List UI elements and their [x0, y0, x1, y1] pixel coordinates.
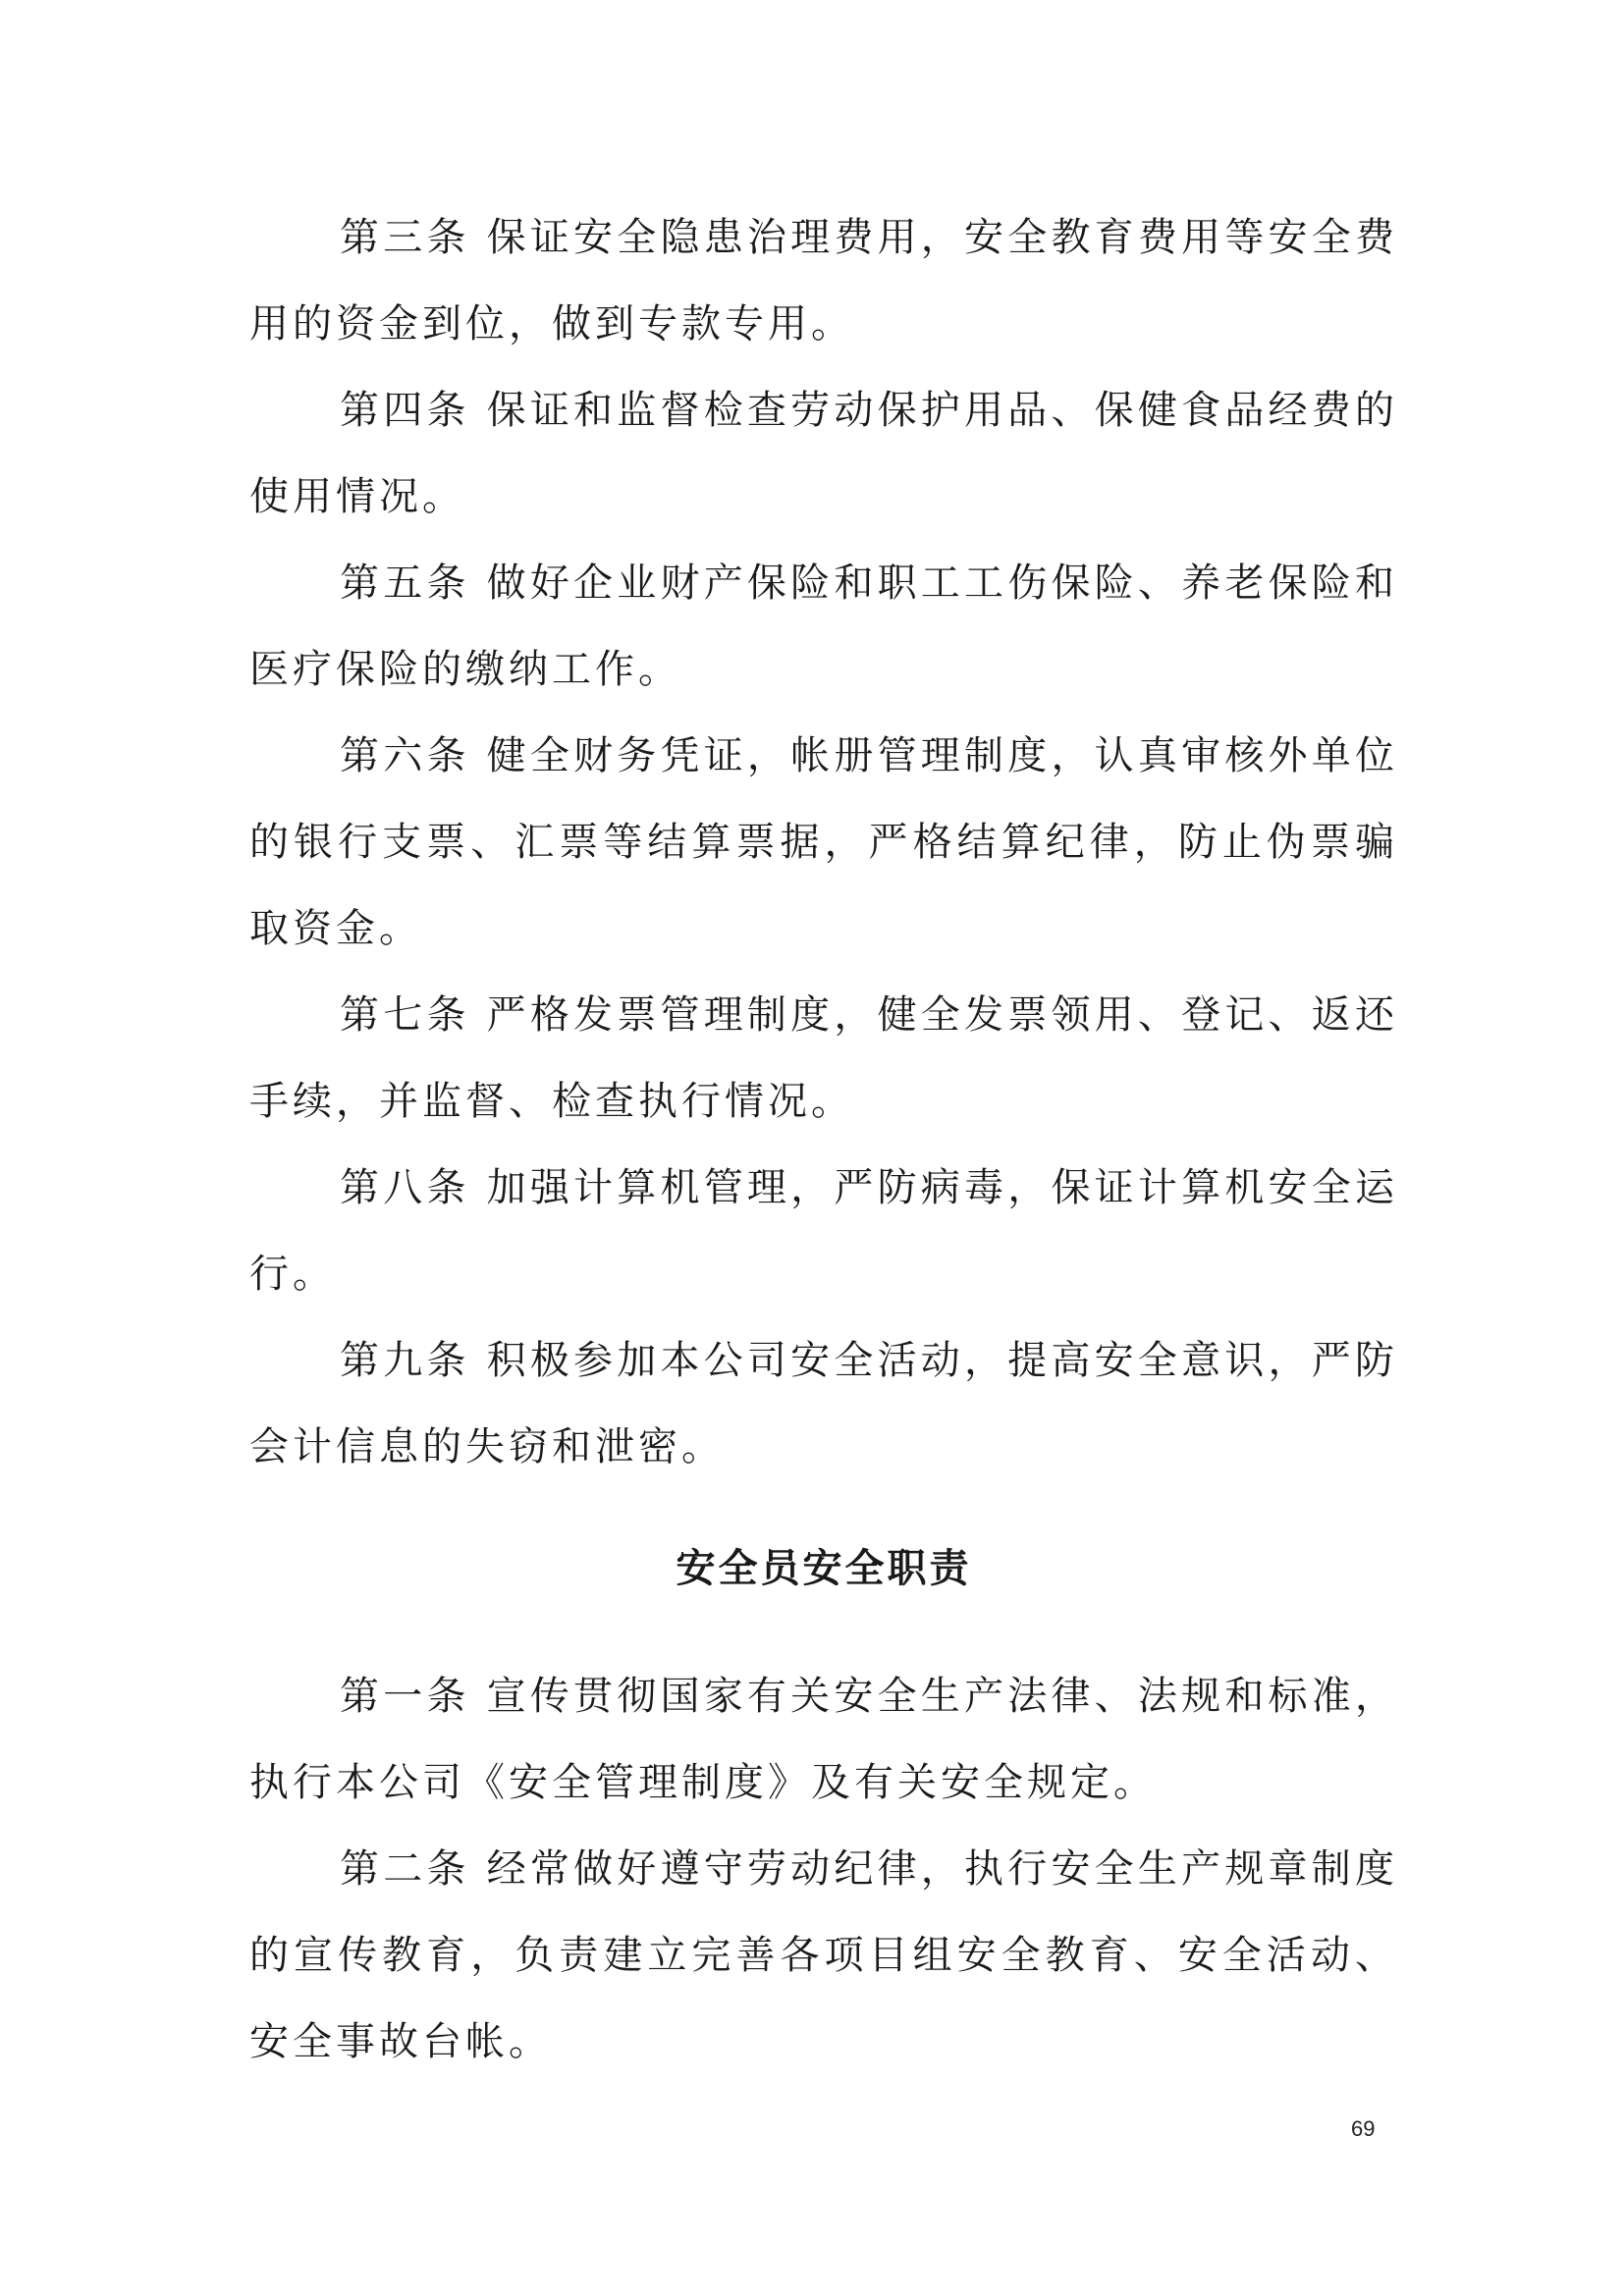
article-6: 第六条 健全财务凭证，帐册管理制度，认真审核外单位的银行支票、汇票等结算票据，严格结算纪律，防止伪票骗取资金。 [249, 733, 1398, 951]
article-3: 第三条 保证安全隐患治理费用，安全教育费用等安全费用的资金到位，做到专款专用。 [249, 215, 1398, 347]
article-7: 第七条 严格发票管理制度，健全发票领用、登记、返还手续，并监督、检查执行情况。 [249, 992, 1398, 1124]
article-8: 第八条 加强计算机管理，严防病毒，保证计算机安全运行。 [249, 1165, 1398, 1297]
section-b-header [249, 1539, 1398, 1598]
section-b-body [249, 1653, 1398, 2085]
article-4: 第四条 保证和监督检查劳动保护用品、保健食品经费的使用情况。 [249, 388, 1398, 519]
article-9: 第九条 积极参加本公司安全活动，提高安全意识，严防会计信息的失窃和泄密。 [249, 1338, 1398, 1469]
section-a-body [249, 194, 1398, 1490]
duty-article-2: 第二条 经常做好遵守劳动纪律，执行安全生产规章制度的宣传教育，负责建立完善各项目组安全教育、安全活动、安全事故台帐。 [249, 1846, 1398, 2064]
duty-article-1: 第一条 宣传贯彻国家有关安全生产法律、法规和标准，执行本公司《安全管理制度》及有关安全规定。 [249, 1674, 1398, 1805]
section-title: 安全员安全职责 [676, 1546, 972, 1591]
article-5: 第五条 做好企业财产保险和职工工伤保险、养老保险和医疗保险的缴纳工作。 [249, 561, 1398, 692]
page-number: 69 [1351, 2116, 1376, 2141]
